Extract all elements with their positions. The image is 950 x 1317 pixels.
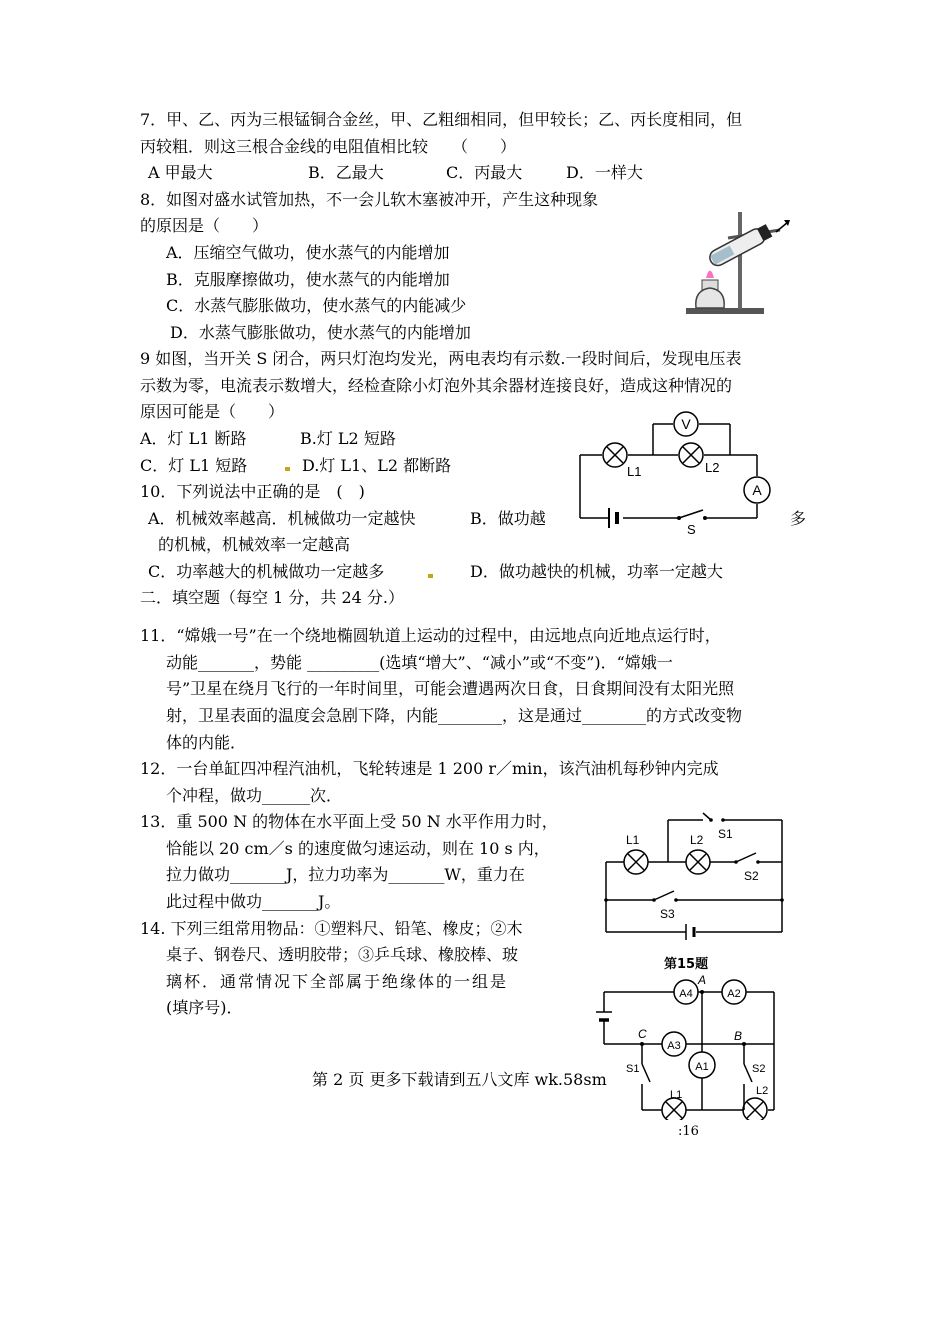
fig16-node-a-label: A	[698, 973, 707, 987]
q7-line1: 7．甲、乙、丙为三根锰铜合金丝，甲、乙粗细相同，但甲较长；乙、丙长度相同，但	[140, 110, 743, 129]
marker-dot	[285, 467, 290, 471]
q14-line3: 璃杯．通常情况下全部属于绝缘体的一组是	[166, 972, 509, 991]
q13-line1: 13．重 500 N 的物体在水平面上受 50 N 水平作用力时，	[140, 812, 558, 831]
q10-option-b: B．做功越	[470, 509, 546, 528]
q13-line2: 恰能以 20 cm／s 的速度做匀速运动，则在 10 s 内，	[166, 839, 550, 858]
fig16-a2-label: A2	[727, 988, 741, 1000]
fig15-s2-label: S2	[744, 869, 759, 883]
q8-option-a: A．压缩空气做功，使水蒸气的内能增加	[166, 243, 450, 262]
q9-circuit-figure	[575, 410, 775, 538]
fig16-caption: :16	[678, 1124, 699, 1139]
q10-option-a: A．机械效率越高．机械做功一定越快	[148, 509, 416, 528]
fig16-a4-label: A4	[679, 988, 693, 1000]
q11-line5: 体的内能．	[166, 733, 247, 752]
section2-heading: 二．填空题（每空 1 分，共 24 分.）	[140, 588, 404, 607]
q9-option-d: D.灯 L1、L2 都断路	[302, 456, 452, 475]
lamp-l1-label: L1	[627, 464, 642, 479]
q11-line4: 射，卫星表面的温度会急剧下降，内能________，这是通过________的方式改变物	[166, 706, 743, 725]
voltmeter-label: V	[681, 416, 691, 432]
fig15-s3-label: S3	[660, 907, 675, 921]
q10-option-d: D．做功越快的机械，功率一定越大	[470, 562, 723, 581]
q14-line2: 桌子、钢卷尺、透明胶带；③乒乓球、橡胶棒、玻	[166, 945, 519, 964]
page-footer: 第 2 页 更多下载请到五八文库 wk.58sm	[312, 1070, 607, 1089]
fig16-l2-label: L2	[756, 1085, 769, 1097]
q14-line4: (填序号)．	[166, 998, 243, 1017]
q7-option-a: A 甲最大	[148, 163, 213, 182]
q8-option-b: B．克服摩擦做功，使水蒸气的内能增加	[166, 270, 450, 289]
lamp-l2-label: L2	[705, 460, 720, 475]
fig15-s1-label: S1	[718, 827, 733, 841]
q12-line2: 个冲程，做功______次．	[166, 786, 343, 805]
q7-line2: 丙较粗．则这三根合金线的电阻值相比较 （ ）	[140, 137, 517, 156]
q9-option-a: A．灯 L1 断路	[140, 429, 247, 448]
q11-line2: 动能_______，势能 _________(选填“增大”、“减小”或“不变”)．“嫦娥一	[166, 653, 673, 672]
fig16-s2-label: S2	[752, 1063, 766, 1075]
q9-line3: 原因可能是（ ）	[140, 402, 285, 421]
q8-line1: 8．如图对盛水试管加热，不一会儿软木塞被冲开，产生这种现象	[140, 190, 599, 209]
q8-line2: 的原因是（ ）	[140, 216, 269, 235]
q10-option-c: C．功率越大的机械做功一定越多	[148, 562, 385, 581]
test-tube-heating-figure	[680, 208, 798, 318]
q14-line1: 14. 下列三组常用物品：①塑料尺、铅笔、橡皮；②木	[140, 919, 523, 938]
q12-line1: 12．一台单缸四冲程汽油机，飞轮转速是 1 200 r／min，该汽油机每秒钟内完成	[140, 759, 719, 778]
q7-option-c: C．丙最大	[446, 163, 523, 182]
q13-line4: 此过程中做功_______J。	[166, 892, 341, 911]
q7-option-d: D．一样大	[566, 163, 643, 182]
fig15-l1-label: L1	[626, 833, 640, 847]
fig15-circuit	[598, 808, 792, 948]
fig16-node-b-label: B	[734, 1029, 743, 1043]
q11-line3: 号”卫星在绕月飞行的一年时间里，可能会遭遇两次日食，日食期间没有太阳光照	[166, 679, 735, 698]
q8-option-d: D．水蒸气膨胀做功，使水蒸气的内能增加	[170, 323, 471, 342]
ammeter-label: A	[752, 482, 762, 498]
fig16-a1-label: A1	[695, 1061, 709, 1073]
fig16-node-c-label: C	[638, 1027, 647, 1041]
q8-option-c: C．水蒸气膨胀做功，使水蒸气的内能减少	[166, 296, 467, 315]
fig16-a3-label: A3	[667, 1040, 681, 1052]
fig15-caption: 第15题	[664, 957, 709, 972]
q9-option-c: C．灯 L1 短路	[140, 456, 248, 475]
q10-option-b-continued: 的机械，机械效率一定越高	[158, 535, 351, 554]
q10-line1: 10．下列说法中正确的是 ( )	[140, 482, 365, 501]
fig16-circuit	[594, 972, 784, 1120]
marker-dot	[428, 574, 433, 578]
q13-line3: 拉力做功_______J，拉力功率为_______W，重力在	[166, 865, 525, 884]
q10-option-b-tail: 多	[790, 509, 807, 528]
q11-line1: 11．“嫦娥一号”在一个绕地椭圆轨道上运动的过程中，由远地点向近地点运行时，	[140, 626, 721, 645]
fig15-l2-label: L2	[690, 833, 704, 847]
q9-line1: 9 如图，当开关 S 闭合，两只灯泡均发光，两电表均有示数.一段时间后，发现电压表	[140, 349, 742, 368]
fig16-l1-label: L1	[670, 1089, 683, 1101]
switch-label: S	[687, 522, 696, 537]
q9-option-b: B.灯 L2 短路	[300, 429, 396, 448]
q7-option-b: B．乙最大	[308, 163, 384, 182]
fig16-s1-label: S1	[626, 1063, 640, 1075]
q9-line2: 示数为零，电流表示数增大，经检查除小灯泡外其余器材连接良好，造成这种情况的	[140, 376, 733, 395]
